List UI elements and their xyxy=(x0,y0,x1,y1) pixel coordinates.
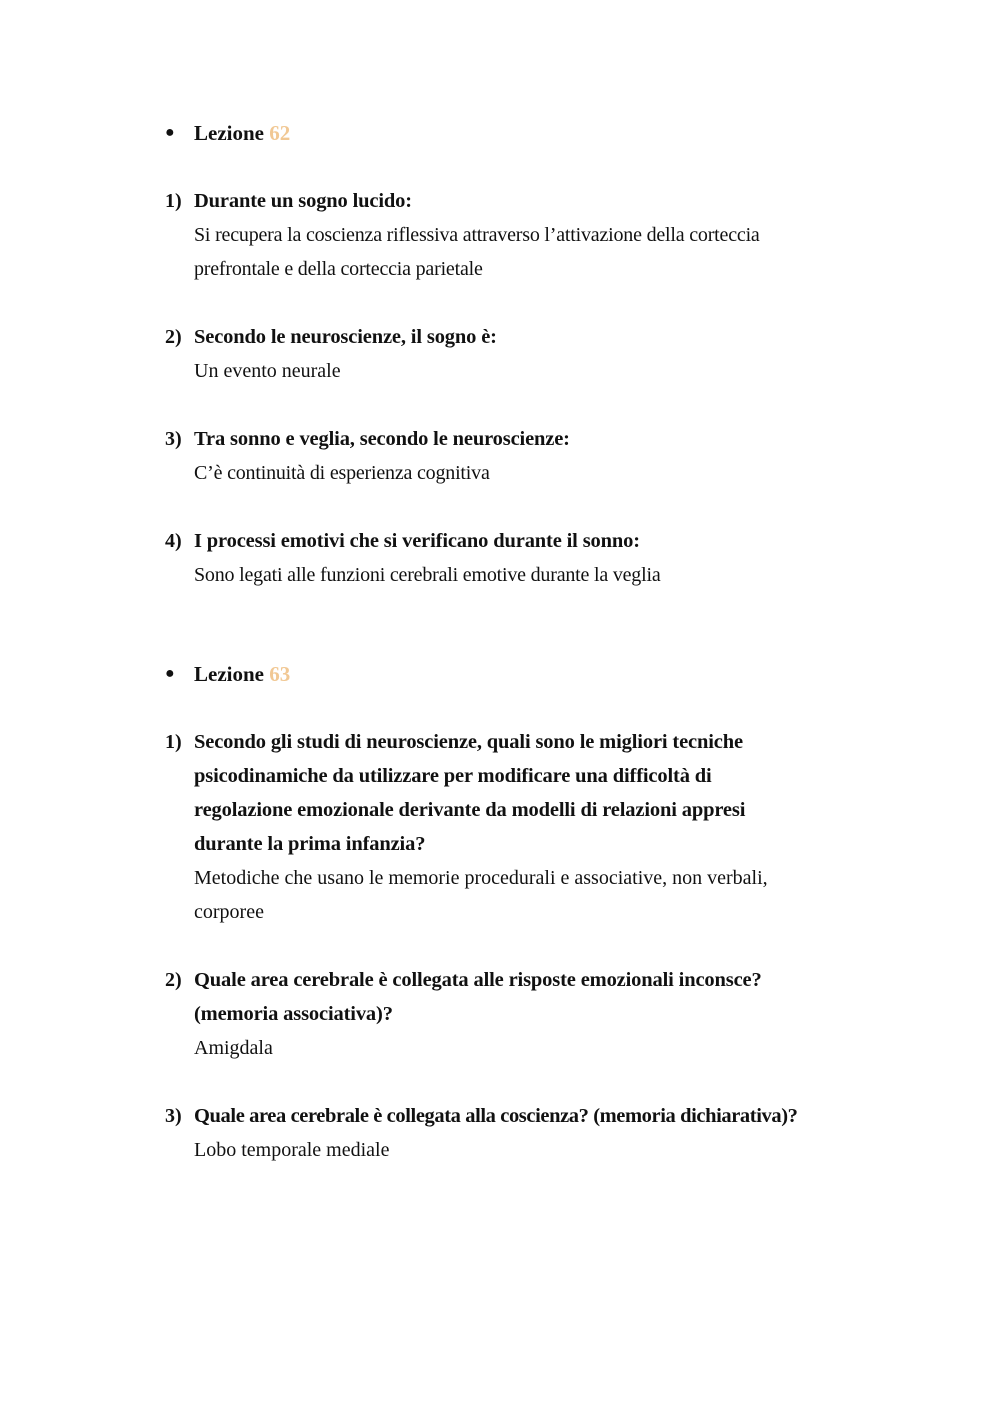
answer-text: Sono legati alle funzioni cerebrali emotive durante la veglia xyxy=(194,564,661,586)
lesson-title xyxy=(194,657,290,691)
question-text: Secondo le neuroscienze, il sogno è: xyxy=(194,326,497,348)
lesson-header xyxy=(165,116,865,150)
answer-text: Amigdala xyxy=(194,1037,273,1059)
question-text: Durante un sogno lucido: xyxy=(194,190,412,212)
item-number: 2) xyxy=(165,326,182,348)
lesson-label: Lezione xyxy=(194,662,264,686)
qa-item xyxy=(165,184,865,286)
lesson-number: 63 xyxy=(269,662,291,686)
item-number: 1) xyxy=(165,731,182,753)
qa-item xyxy=(165,1099,865,1167)
lesson-label: Lezione xyxy=(194,121,264,145)
bullet-icon: ● xyxy=(165,665,175,682)
lesson-title xyxy=(194,116,290,150)
item-number: 3) xyxy=(165,1105,182,1127)
answer-text: C’è continuità di esperienza cognitiva xyxy=(194,462,490,484)
question-text: Secondo gli studi di neuroscienze, quali sono le migliori tecniche psicodinamiche da utilizzare per modificare una difficoltà di regolazione emozionale derivante da modelli di relazioni appresi durante la prima infanzia? xyxy=(194,731,746,855)
question-text: Tra sonno e veglia, secondo le neuroscienze: xyxy=(194,428,570,450)
bullet-icon: ● xyxy=(165,124,175,141)
lesson-number: 62 xyxy=(269,121,291,145)
qa-item xyxy=(165,725,865,929)
item-number: 4) xyxy=(165,530,182,552)
qa-item xyxy=(165,524,865,592)
item-number: 3) xyxy=(165,428,182,450)
answer-text: Un evento neurale xyxy=(194,360,341,382)
answer-text: Metodiche che usano le memorie procedurali e associative, non verbali, corporee xyxy=(194,867,768,923)
question-text: Quale area cerebrale è collegata alle risposte emozionali inconsce? (memoria associativa)? xyxy=(194,969,762,1025)
question-text: Quale area cerebrale è collegata alla coscienza? (memoria dichiarativa)? xyxy=(194,1105,798,1127)
lesson-63-section xyxy=(165,657,865,1201)
lesson-header xyxy=(165,657,865,691)
answer-text: Lobo temporale mediale xyxy=(194,1139,390,1161)
lesson-62-section xyxy=(165,116,865,626)
qa-item xyxy=(165,320,865,388)
question-text: I processi emotivi che si verificano durante il sonno: xyxy=(194,530,640,552)
qa-item xyxy=(165,963,865,1065)
answer-text: Si recupera la coscienza riflessiva attraverso l’attivazione della corteccia prefrontale e della corteccia parietale xyxy=(194,224,760,280)
item-number: 2) xyxy=(165,969,182,991)
qa-item xyxy=(165,422,865,490)
item-number: 1) xyxy=(165,190,182,212)
